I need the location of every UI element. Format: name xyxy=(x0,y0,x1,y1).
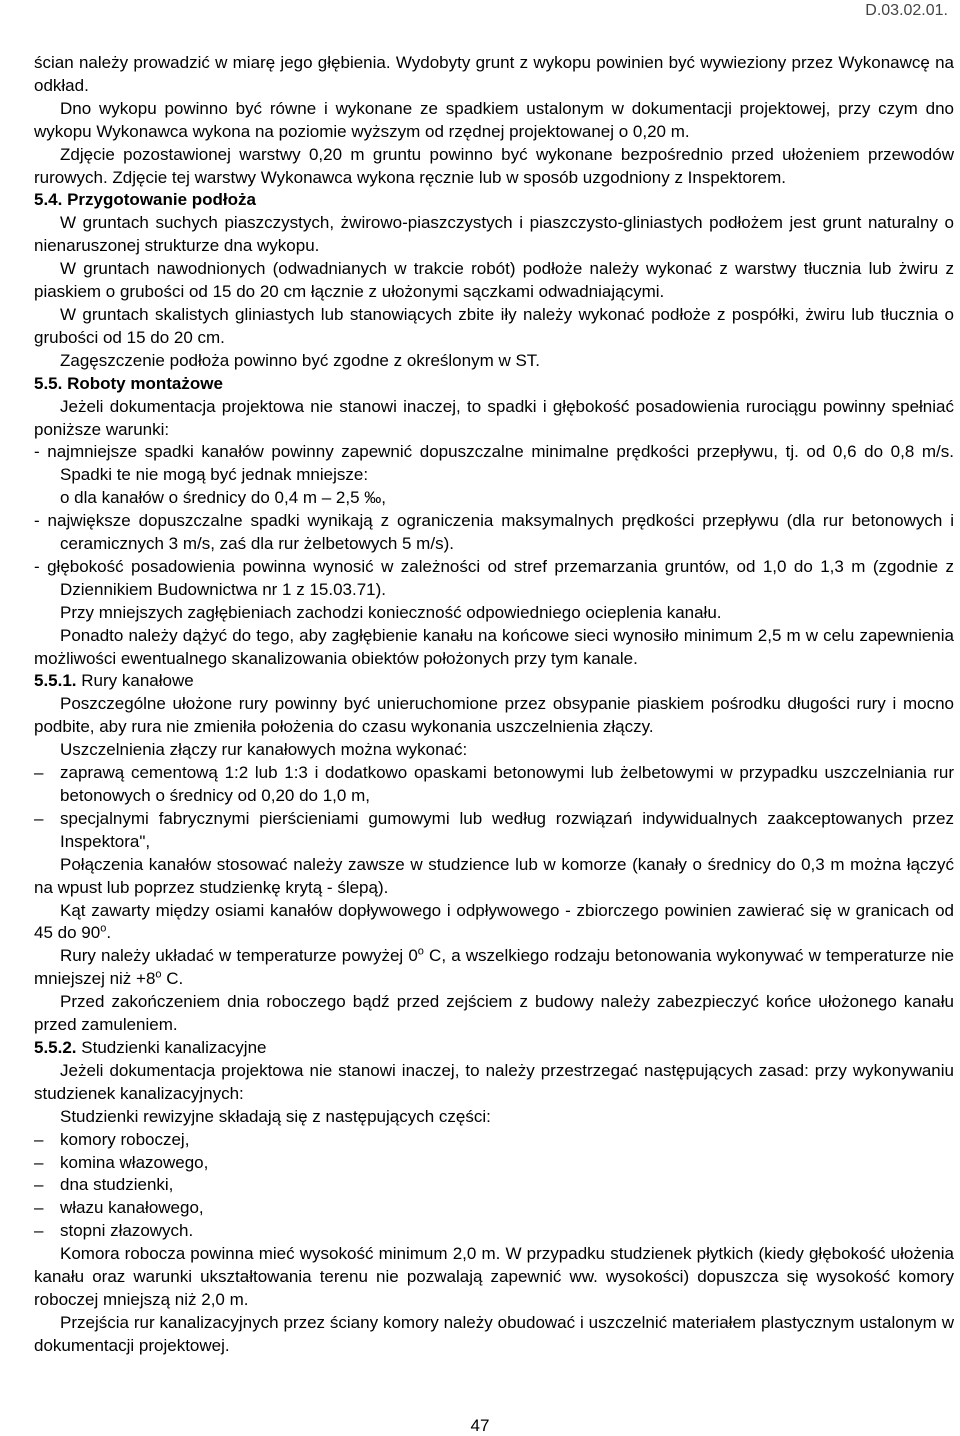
paragraph: Studzienki rewizyjne składają się z następujących części: xyxy=(60,1106,491,1126)
paragraph: Ponadto należy dążyć do tego, aby zagłębienie kanału na końcowe sieci wynosiło minimum 2,5 m w celu zapewnienia możliwości ewentualnego skanalizowania obiektów położonych przy tym kanale. xyxy=(34,625,954,668)
section-title: Studzienki kanalizacyjne xyxy=(81,1037,267,1057)
paragraph: Przejścia rur kanalizacyjnych przez ściany komory należy obudować i uszczelnić materiałem plastycznym ustalonym w dokumentacji projektowej. xyxy=(34,1312,954,1355)
section-heading-5-4 xyxy=(34,189,954,212)
section-number: 5.5.2. xyxy=(34,1037,77,1057)
paragraph: Przy mniejszych zagłębieniach zachodzi konieczność odpowiedniego ocieplenia kanału. xyxy=(60,602,722,622)
dash-bullet: – xyxy=(34,1129,44,1149)
paragraph: Przed zakończeniem dnia roboczego bądź przed zejściem z budowy należy zabezpieczyć końce ułożonego kanału przed zamuleniem. xyxy=(34,992,954,1035)
list-item: - największe dopuszczalne spadki wynikają z ograniczenia maksymalnych prędkości przepływu (dla rur betonowych i ceramicznych 3 m/s, zaś dla rur żelbetowych 5 m/s). xyxy=(34,511,954,554)
paragraph: W gruntach nawodnionych (odwadnianych w trakcie robót) podłoże należy wykonać z warstwy tłucznia lub żwiru z piaskiem o grubości od 15 do 20 cm łącznie z ułożonymi sączkami odwadniającymi. xyxy=(34,259,954,302)
dash-list-text: włazu kanałowego, xyxy=(60,1198,204,1218)
dash-list-item xyxy=(34,1152,954,1175)
section-number: 5.5. xyxy=(34,373,63,393)
dash-list-text: specjalnymi fabrycznymi pierścieniami gumowymi lub według rozwiązań indywidualnych zaakceptowanych przez Inspektora", xyxy=(60,808,954,851)
paragraph-text: C. xyxy=(161,969,184,989)
dash-list-item xyxy=(34,1129,954,1152)
section-number: 5.5.1. xyxy=(34,671,77,691)
section-heading-5-5 xyxy=(34,373,954,396)
paragraph: Zdjęcie pozostawionej warstwy 0,20 m gruntu powinno być wykonane bezpośrednio przed ułożeniem przewodów rurowych. Zdjęcie tej warstwy Wykonawca wykona ręcznie lub w sposób uzgodniony z Inspektorem. xyxy=(34,144,954,187)
paragraph: Poszczególne ułożone rury powinny być unieruchomione przez obsypanie piaskiem pośrodku długości rury i mocno podbite, aby rura nie zmieniła położenia do czasu wykonania uszczelnienia złączy. xyxy=(34,694,954,737)
paragraph-text: Rury należy układać w temperaturze powyżej 0 xyxy=(60,946,418,966)
dash-bullet: – xyxy=(34,1198,44,1218)
section-number: 5.4. xyxy=(34,190,63,210)
dash-list-text: zaprawą cementową 1:2 lub 1:3 i dodatkowo opaskami betonowymi lub żelbetowymi w przypadku uszczelniania rur betonowych o średnicy od 0,20 do 1,0 m, xyxy=(60,763,954,805)
dash-bullet: – xyxy=(34,1152,44,1172)
section-title: Rury kanałowe xyxy=(81,671,194,691)
dash-list-text: komina włazowego, xyxy=(60,1152,209,1172)
section-title: Roboty montażowe xyxy=(67,373,223,393)
dash-list-item xyxy=(34,762,954,808)
subsection-heading-5-5-2 xyxy=(34,1037,954,1060)
sub-list-item: o dla kanałów o średnicy do 0,4 m – 2,5 ‰, xyxy=(60,488,387,508)
paragraph-text: Kąt zawarty między osiami kanałów dopływowego i odpływowego - zbiorczego powinien zawierać się w granicach od 45 do 90 xyxy=(34,900,954,943)
paragraph-text: C, a wszelkiego rodzaju betonowania wykonywać w temperaturze nie mniejszej niż +8 xyxy=(34,946,954,989)
dash-bullet: – xyxy=(34,808,44,828)
subsection-heading-5-5-1 xyxy=(34,670,954,693)
paragraph: Jeżeli dokumentacja projektowa nie stanowi inaczej, to spadki i głębokość posadowienia rurociągu powinny spełniać poniższe warunki: xyxy=(34,396,954,439)
dash-bullet: – xyxy=(34,763,44,783)
dash-bullet: – xyxy=(34,1221,44,1241)
paragraph xyxy=(34,945,954,991)
paragraph xyxy=(34,900,954,946)
dash-list-item xyxy=(34,808,954,854)
paragraph: Jeżeli dokumentacja projektowa nie stanowi inaczej, to należy przestrzegać następujących zasad: przy wykonywaniu studzienek kanalizacyjnych: xyxy=(34,1060,954,1103)
dash-list-text: stopni złazowych. xyxy=(60,1221,194,1241)
dash-list-item xyxy=(34,1220,954,1243)
dash-list-text: komory roboczej, xyxy=(60,1129,190,1149)
dash-list-item xyxy=(34,1174,954,1197)
paragraph: W gruntach skalistych gliniastych lub stanowiących zbite iły należy wykonać podłoże z pospółki, żwiru lub tłucznia o grubości od 15 do 20 cm. xyxy=(34,304,954,347)
dash-list-text: dna studzienki, xyxy=(60,1175,174,1195)
paragraph: Połączenia kanałów stosować należy zawsze w studzience lub w komorze (kanały o średnicy do 0,3 m można łączyć na wpust lub poprzez studzienkę krytą - ślepą). xyxy=(34,854,954,897)
dash-list-item xyxy=(34,1197,954,1220)
document-body xyxy=(34,52,954,1358)
degree-sign: o xyxy=(417,945,424,958)
paragraph: W gruntach suchych piaszczystych, żwirowo-piaszczystych i piaszczysto-gliniastych podłożem jest grunt naturalny o nienaruszonej strukturze dna wykopu. xyxy=(34,213,954,256)
paragraph: ścian należy prowadzić w miarę jego głębienia. Wydobyty grunt z wykopu powinien być wywieziony przez Wykonawcę na odkład. xyxy=(34,53,954,95)
paragraph: Dno wykopu powinno być równe i wykonane ze spadkiem ustalonym w dokumentacji projektowej, przy czym dno wykopu Wykonawca wykona na poziomie wyższym od rzędnej projektowanej o 0,20 m. xyxy=(34,98,954,141)
list-item: - głębokość posadowienia powinna wynosić w zależności od stref przemarzania gruntów, od 1,0 do 1,3 m (zgodnie z Dziennikiem Budownictwa nr 1 z 15.03.71). xyxy=(34,556,954,599)
page-number: 47 xyxy=(470,1416,490,1435)
paragraph-text: . xyxy=(106,923,112,943)
degree-sign: o xyxy=(155,968,162,981)
paragraph: Zagęszczenie podłoża powinno być zgodne z określonym w ST. xyxy=(60,350,541,370)
paragraph: Komora robocza powinna mieć wysokość minimum 2,0 m. W przypadku studzienek płytkich (kiedy głębokość ułożenia kanału oraz warunki ukształtowania terenu nie pozwalają zapewnić ww. wysokości) dopuszcza się wysokość komory roboczej mniejszą niż 2,0 m. xyxy=(34,1244,954,1309)
list-item: - najmniejsze spadki kanałów powinny zapewnić dopuszczalne minimalne prędkości przepływu, tj. od 0,6 do 0,8 m/s. Spadki te nie mogą być jednak mniejsze: xyxy=(34,442,954,485)
degree-sign: o xyxy=(100,922,107,935)
section-title: Przygotowanie podłoża xyxy=(67,190,256,210)
paragraph: Uszczelnienia złączy rur kanałowych można wykonać: xyxy=(60,740,468,760)
document-code: D.03.02.01. xyxy=(865,2,948,19)
dash-bullet: – xyxy=(34,1175,44,1195)
